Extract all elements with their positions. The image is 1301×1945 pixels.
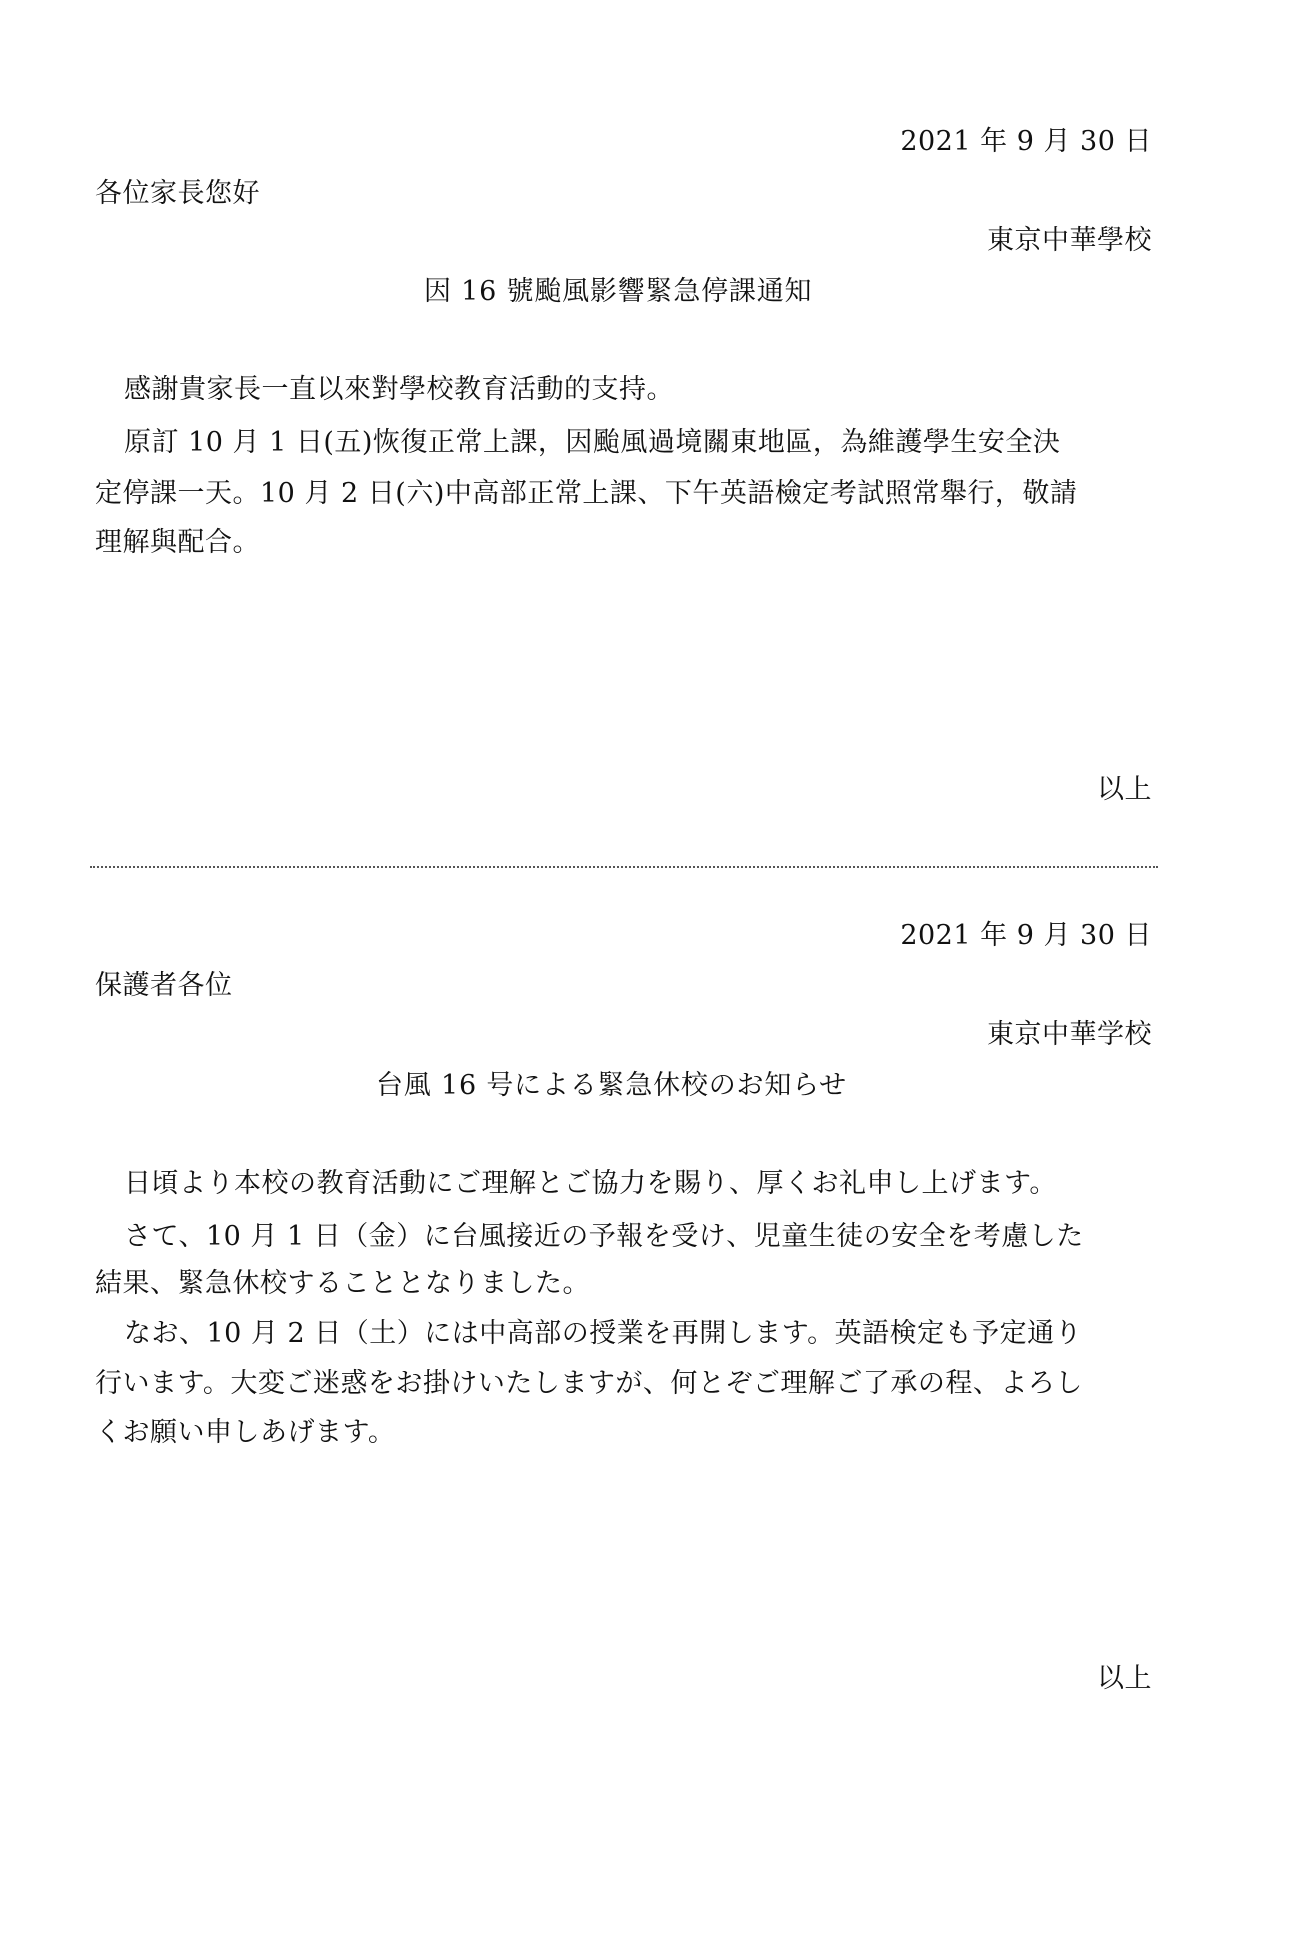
body-paragraph-line: 定停課一天。10 月 2 日(六)中高部正常上課、下午英語檢定考試照常舉行，敬請 — [95, 478, 1078, 509]
notice-date: 2021 年 9 月 30 日 — [900, 920, 1152, 951]
body-paragraph-line: 結果、緊急休校することとなりました。 — [95, 1268, 590, 1299]
body-paragraph-line: くお願い申しあげます。 — [95, 1417, 396, 1448]
body-paragraph-line: なお、10 月 2 日（土）には中高部の授業を再開します。英語検定も予定通り — [124, 1318, 1083, 1349]
school-name: 東京中華學校 — [987, 225, 1152, 256]
notice-title: 因 16 號颱風影響緊急停課通知 — [424, 276, 813, 307]
body-paragraph-line: さて、10 月 1 日（金）に台風接近の予報を受け、児童生徒の安全を考慮した — [124, 1221, 1084, 1252]
body-paragraph-line: 原訂 10 月 1 日(五)恢復正常上課，因颱風過境關東地區，為維護學生安全決 — [124, 427, 1061, 458]
notice-title: 台風 16 号による緊急休校のお知らせ — [376, 1070, 847, 1101]
school-name: 東京中華学校 — [987, 1019, 1152, 1050]
body-paragraph-line: 感謝貴家長一直以來對學校教育活動的支持。 — [124, 374, 674, 405]
dotted-divider — [90, 866, 1158, 868]
body-paragraph-line: 理解與配合。 — [95, 527, 260, 558]
notice-date: 2021 年 9 月 30 日 — [900, 126, 1152, 157]
salutation: 保護者各位 — [95, 970, 233, 1001]
body-paragraph-line: 行います。大変ご迷惑をお掛けいたしますが、何とぞご理解ご了承の程、よろし — [95, 1368, 1083, 1399]
closing-mark: 以上 — [1097, 774, 1152, 805]
salutation: 各位家長您好 — [95, 178, 260, 209]
closing-mark: 以上 — [1097, 1663, 1152, 1694]
body-paragraph-line: 日頃より本校の教育活動にご理解とご協力を賜り、厚くお礼申し上げます。 — [124, 1168, 1057, 1199]
